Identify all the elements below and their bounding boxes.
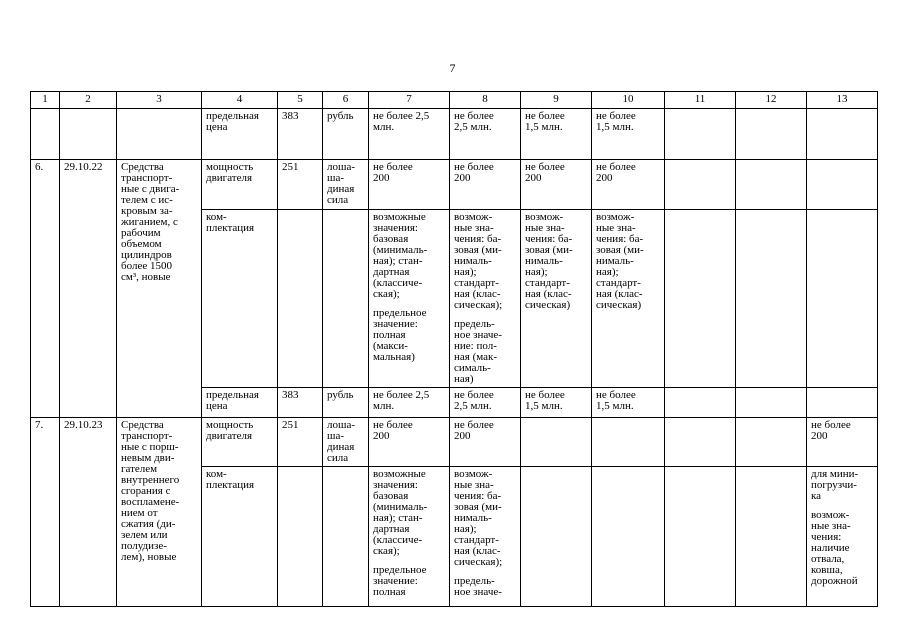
table-row-item7-power bbox=[31, 418, 878, 467]
empty-cell bbox=[323, 210, 369, 388]
value-cell: не более 200 bbox=[521, 160, 592, 210]
item-number: 6. bbox=[31, 160, 60, 418]
empty-cell bbox=[665, 467, 736, 607]
unit-cell: лоша- ша- диная сила bbox=[323, 160, 369, 210]
page-number: 7 bbox=[449, 61, 456, 75]
unit-cell: рубль bbox=[323, 109, 369, 160]
value-cell: возможные значения: базовая (минималь- ная); стан- дартная (классиче- ская); предельное значение: полная (макси- мальная) bbox=[369, 210, 450, 388]
empty-cell bbox=[60, 109, 117, 160]
empty-cell bbox=[521, 467, 592, 607]
header-cell: 12 bbox=[736, 92, 807, 109]
empty-cell bbox=[665, 418, 736, 467]
empty-cell bbox=[736, 388, 807, 418]
header-cell: 11 bbox=[665, 92, 736, 109]
value-cell: не более 2,5 млн. bbox=[450, 388, 521, 418]
characteristic-cell: предельная цена bbox=[202, 109, 278, 160]
header-cell: 13 bbox=[807, 92, 878, 109]
value-cell: возмож- ные зна- чения: ба- зовая (ми- нималь- ная); стандарт- ная (клас- сическая) bbox=[521, 210, 592, 388]
value-cell: не более 200 bbox=[592, 160, 665, 210]
characteristic-cell: ком- плектация bbox=[202, 210, 278, 388]
value-cell: не более 1,5 млн. bbox=[521, 388, 592, 418]
characteristic-cell: мощность двигателя bbox=[202, 160, 278, 210]
value-cell: для мини- погрузчи- ка возмож- ные зна- чения: наличие отвала, ковша, дорожной bbox=[807, 467, 878, 607]
value-cell: не более 1,5 млн. bbox=[521, 109, 592, 160]
table-header-row bbox=[31, 92, 878, 109]
empty-cell bbox=[736, 160, 807, 210]
empty-cell bbox=[736, 418, 807, 467]
value-cell: не более 2,5 млн. bbox=[369, 388, 450, 418]
empty-cell bbox=[278, 467, 323, 607]
empty-cell bbox=[592, 467, 665, 607]
empty-cell bbox=[31, 109, 60, 160]
header-cell: 6 bbox=[323, 92, 369, 109]
okei-code-cell: 251 bbox=[278, 160, 323, 210]
header-cell: 8 bbox=[450, 92, 521, 109]
item-number: 7. bbox=[31, 418, 60, 607]
value-cell: не более 200 bbox=[369, 160, 450, 210]
empty-cell bbox=[278, 210, 323, 388]
value-cell: возможные значения: базовая (минималь- ная); стан- дартная (классиче- ская); предельное значение: полная bbox=[369, 467, 450, 607]
header-cell: 3 bbox=[117, 92, 202, 109]
empty-cell bbox=[807, 109, 878, 160]
header-cell: 9 bbox=[521, 92, 592, 109]
item-name: Средства транспорт- ные с двига- телем с ис- кровым за- жиганием, с рабочим объемом цилиндров более 1500 см³, новые bbox=[117, 160, 202, 418]
unit-cell: рубль bbox=[323, 388, 369, 418]
empty-cell bbox=[736, 467, 807, 607]
empty-cell bbox=[521, 418, 592, 467]
table-row-item6-power bbox=[31, 160, 878, 210]
okpd-code: 29.10.22 bbox=[60, 160, 117, 418]
okei-code-cell: 383 bbox=[278, 388, 323, 418]
okei-code-cell: 251 bbox=[278, 418, 323, 467]
empty-cell bbox=[665, 388, 736, 418]
characteristic-cell: ком- плектация bbox=[202, 467, 278, 607]
value-cell: не более 1,5 млн. bbox=[592, 109, 665, 160]
requirements-table bbox=[30, 91, 878, 607]
value-cell: не более 200 bbox=[369, 418, 450, 467]
header-cell: 7 bbox=[369, 92, 450, 109]
table-row-price-continued bbox=[31, 109, 878, 160]
value-cell: не более 200 bbox=[450, 160, 521, 210]
okpd-code: 29.10.23 bbox=[60, 418, 117, 607]
value-cell: не более 2,5 млн. bbox=[450, 109, 521, 160]
empty-cell bbox=[323, 467, 369, 607]
empty-cell bbox=[807, 160, 878, 210]
empty-cell bbox=[736, 210, 807, 388]
value-cell: не более 1,5 млн. bbox=[592, 388, 665, 418]
value-cell: возмож- ные зна- чения: ба- зовая (ми- нималь- ная); стандарт- ная (клас- сическая); предель- ное значе- bbox=[450, 467, 521, 607]
item-name: Средства транспорт- ные с порш- невым дви- гателем внутреннего сгорания с воспламене- нием от сжатия (ди- зелем или полудизе- лем), новые bbox=[117, 418, 202, 607]
characteristic-cell: мощность двигателя bbox=[202, 418, 278, 467]
empty-cell bbox=[665, 160, 736, 210]
characteristic-cell: предельная цена bbox=[202, 388, 278, 418]
header-cell: 4 bbox=[202, 92, 278, 109]
empty-cell bbox=[592, 418, 665, 467]
value-cell: возмож- ные зна- чения: ба- зовая (ми- нималь- ная); стандарт- ная (клас- сическая) bbox=[592, 210, 665, 388]
empty-cell bbox=[665, 210, 736, 388]
value-cell: не более 200 bbox=[450, 418, 521, 467]
value-cell: возмож- ные зна- чения: ба- зовая (ми- нималь- ная); стандарт- ная (клас- сическая); предель- ное значе- ние: пол- ная (мак- сималь- ная) bbox=[450, 210, 521, 388]
value-cell: не более 200 bbox=[807, 418, 878, 467]
empty-cell bbox=[736, 109, 807, 160]
header-cell: 10 bbox=[592, 92, 665, 109]
unit-cell: лоша- ша- диная сила bbox=[323, 418, 369, 467]
empty-cell bbox=[807, 210, 878, 388]
empty-cell bbox=[117, 109, 202, 160]
value-cell: не более 2,5 млн. bbox=[369, 109, 450, 160]
empty-cell bbox=[807, 388, 878, 418]
header-cell: 5 bbox=[278, 92, 323, 109]
empty-cell bbox=[665, 109, 736, 160]
header-cell: 1 bbox=[31, 92, 60, 109]
header-cell: 2 bbox=[60, 92, 117, 109]
okei-code-cell: 383 bbox=[278, 109, 323, 160]
